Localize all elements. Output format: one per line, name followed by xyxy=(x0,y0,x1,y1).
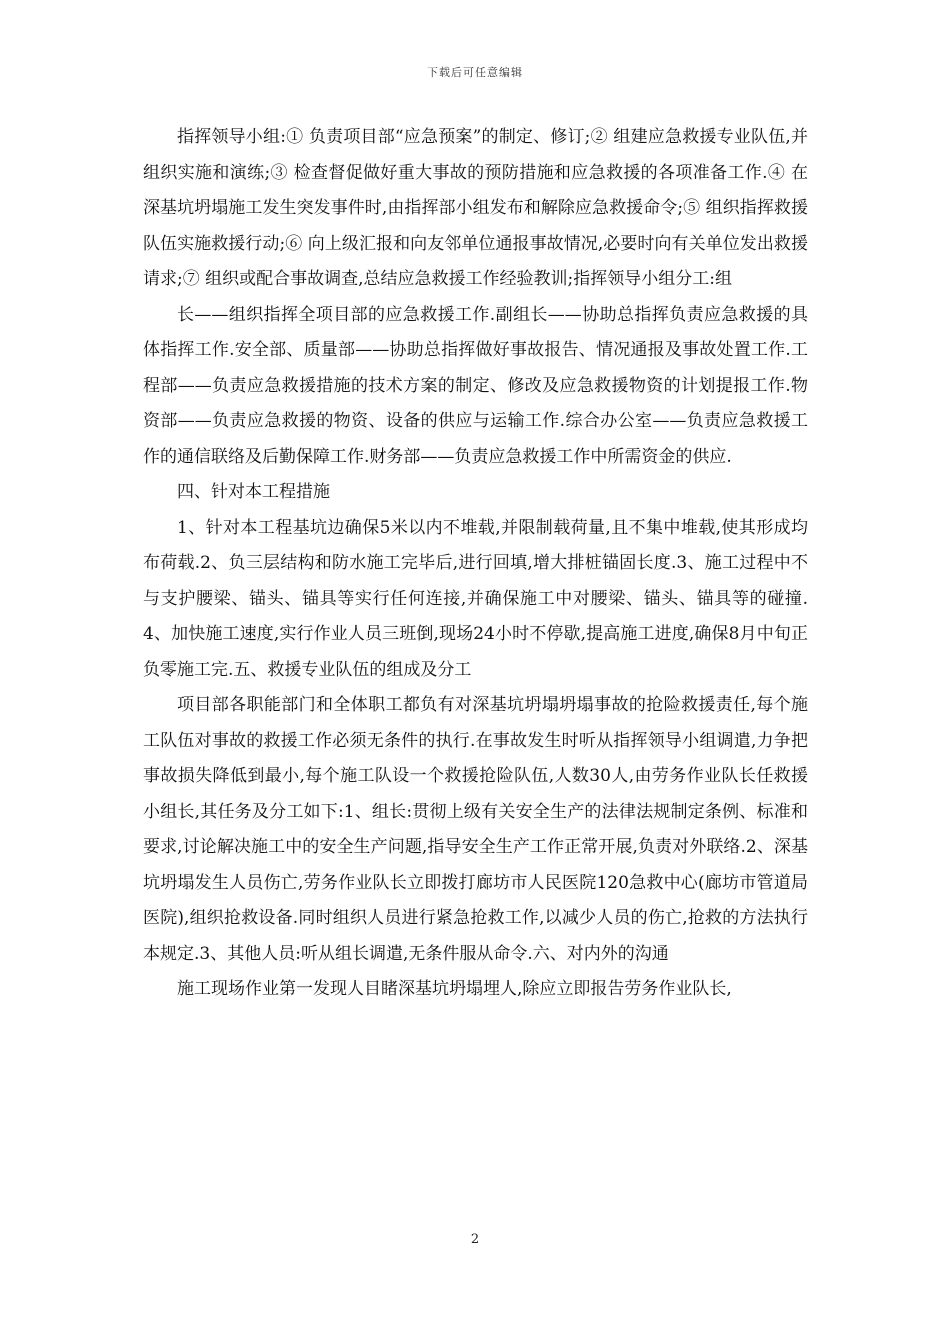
document-body xyxy=(143,120,808,1008)
paragraph-communication: 施工现场作业第一发现人目睹深基坑坍塌埋人,除应立即报告劳务作业队长, xyxy=(177,979,732,999)
paragraph-role-assignments: 长——组织指挥全项目部的应急救援工作.副组长——协助总指挥负责应急救援的具体指挥工作.安全部、质量部——协助总指挥做好事故报告、情况通报及事故处置工作.工程部——负责应急救援措施的技术方案的制定、修改及应急救援物资的计划提报工作.物资部——负责应急救援的物资、设备的供应与运输工作.综合办公室——负责应急救援工作的通信联络及后勤保障工作.财务部——负责应急救援工作中所需资金的供应. xyxy=(143,304,808,467)
section-heading-measures: 四、针对本工程措施 xyxy=(177,482,330,502)
page-header: 下载后可任意编辑 xyxy=(427,66,523,79)
paragraph-engineering-measures: 1、针对本工程基坑边确保5米以内不堆载,并限制载荷量,且不集中堆载,使其形成均布荷载.2、负三层结构和防水施工完毕后,进行回填,增大排桩锚固长度.3、施工过程中不与支护腰梁、锚头、锚具等实行任何连接,并确保施工中对腰梁、锚头、锚具等的碰撞.4、加快施工速度,实行作业人员三班倒,现场24小时不停歇,提高施工进度,确保8月中旬正负零施工完.五、救援专业队伍的组成及分工 xyxy=(143,517,808,680)
paragraph-command-group-duties: 指挥领导小组:① 负责项目部“应急预案”的制定、修订;② 组建应急救援专业队伍,并组织实施和演练;③ 检查督促做好重大事故的预防措施和应急救援的各项准备工作.④ 在深基坑坍塌施工发生突发事件时,由指挥部小组发布和解除应急救援命令;⑤ 组织指挥救援队伍实施救援行动;⑥ 向上级汇报和向友邻单位通报事故情况,必要时向有关单位发出救援请求;⑦ 组织或配合事故调查,总结应急救援工作经验教训;指挥领导小组分工:组 xyxy=(143,127,808,289)
paragraph-rescue-team: 项目部各职能部门和全体职工都负有对深基坑坍塌坍塌事故的抢险救援责任,每个施工队伍对事故的救援工作必须无条件的执行.在事故发生时听从指挥领导小组调遣,力争把事故损失降低到最小,每个施工队设一个救援抢险队伍,人数30人,由劳务作业队长任救援小组长,其任务及分工如下:1、组长:贯彻上级有关安全生产的法律法规制定条例、标准和要求,讨论解决施工中的安全生产问题,指导安全生产工作正常开展,负责对外联络.2、深基坑坍塌发生人员伤亡,劳务作业队长立即拨打廊坊市人民医院120急救中心(廊坊市管道局医院),组织抢救设备.同时组织人员进行紧急抢救工作,以减少人员的伤亡,抢救的方法执行本规定.3、其他人员:听从组长调遣,无条件服从命令.六、对内外的沟通 xyxy=(143,695,808,964)
page-number: 2 xyxy=(470,1232,480,1247)
